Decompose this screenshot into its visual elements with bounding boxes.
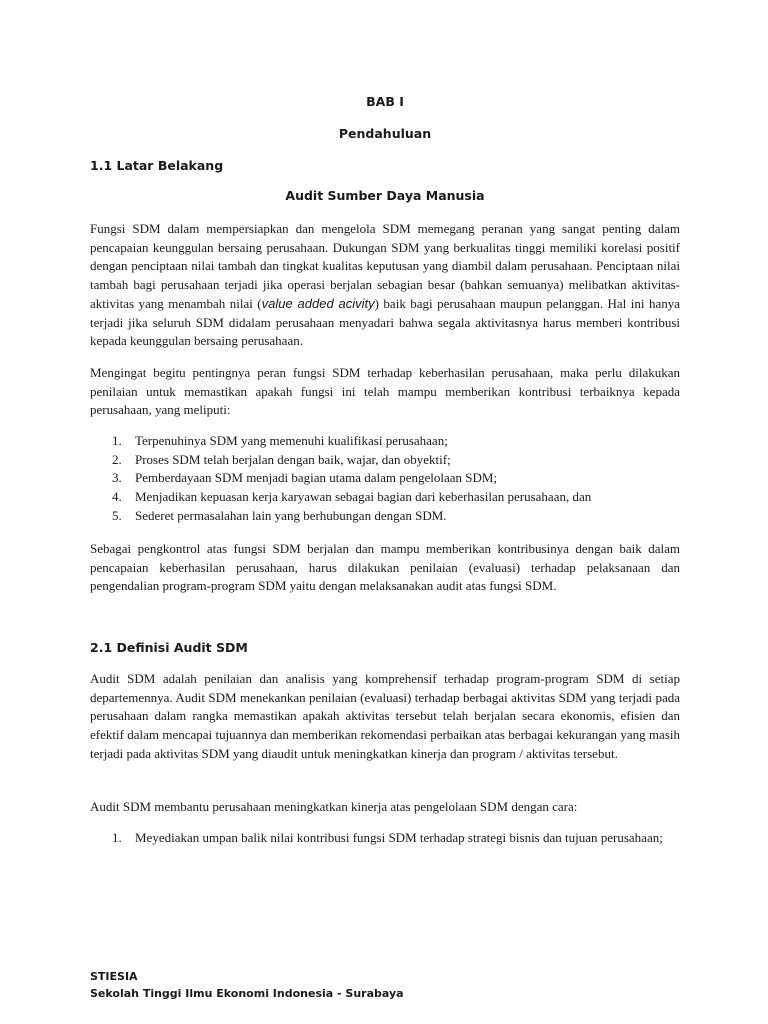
section-subtitle: Audit Sumber Daya Manusia [285,188,485,203]
italic-term: value added acivity [261,295,375,311]
section-heading: 1.1 Latar Belakang [90,158,224,173]
list-item: 1. Meyediakan umpan balik nilai kontribusi fungsi SDM terhadap strategi bisnis dan tujuan perusahaan; [112,830,663,845]
numbered-list [90,432,680,526]
list-item: 2. Proses SDM telah berjalan dengan baik, wajar, dan obyektif; [112,451,451,467]
chapter-title: Pendahuluan [338,126,432,141]
list-item: 1. Terpenuhinya SDM yang memenuhi kualifikasi perusahaan; [112,433,448,448]
chapter-label: BAB I [366,94,404,109]
footer-institution-short: STIESIA [90,970,138,983]
paragraph: Sebagai pengkontrol atas fungsi SDM berjalan dan mampu memberikan kontribusinya dengan baik dalam pencapaian keberhasilan perusahaan, harus dilakukan penilaian (evaluasi) terhadap pelaksanaan dan pengendalian program-program SDM yaitu dengan melaksanakan audit atas fungsi SDM. [90,541,680,594]
numbered-list [90,829,680,848]
paragraph: Audit SDM adalah penilaian dan analisis yang komprehensif terhadap program-program SDM di setiap departemennya. Audit SDM menekankan penilaian (evaluasi) terhadap berbagai aktivitas SDM yang terjadi pada perusahaan dalam rangka memastikan apakah aktivitas tersebut telah berjalan secara ekonomis, efisien dan efektif dalam mencapai tujuannya dan memberikan rekomendasi perbaikan atas berbagai kekurangan yang masih terjadi pada aktivitas SDM yang diaudit untuk meningkatkan kinerja dan program / aktivitas tersebut. [90,671,680,761]
list-item: 4. Menjadikan kepuasan kerja karyawan sebagai bagian dari keberhasilan perusahaan, dan [112,489,592,505]
paragraph: Fungsi SDM dalam mempersiapkan dan mengelola SDM memegang peranan yang sangat penting dalam pencapaian keunggulan bersaing perusahaan. Dukungan SDM yang berkualitas tinggi memiliki korelasi positif dengan penciptaan nilai tambah dan tingkat kualitas keputusan yang diambil dalam perusahaan. Penciptaan nilai tambah bagi perusahaan terjadi jika operasi berjalan sebagian besar (bahkan semuanya) melibatkan aktivitas-aktivitas yang menambah nilai (value added acivity) baik bagi perusahaan maupun pelanggan. Hal ini hanya terjadi jika seluruh SDM didalam perusahaan menyadari bahwa segala aktivitasnya harus memberi kontribusi kepada keunggulan bersaing perusahaan. [90,221,680,349]
list-item: 5. Sederet permasalahan lain yang berhubungan dengan SDM. [112,507,447,523]
document-page [90,0,680,1024]
paragraph: Audit SDM membantu perusahaan meningkatkan kinerja atas pengelolaan SDM dengan cara: [90,799,578,814]
page-footer [90,968,404,1002]
section-heading: 2.1 Definisi Audit SDM [90,640,248,655]
paragraph: Mengingat begitu pentingnya peran fungsi SDM terhadap keberhasilan perusahaan, maka perlu dilakukan penilaian untuk memastikan apakah fungsi ini telah mampu memberikan kontribusi terbaiknya kepada perusahaan, yang meliputi: [90,365,680,418]
list-item: 3. Pemberdayaan SDM menjadi bagian utama dalam pengelolaan SDM; [112,470,498,486]
footer-institution-full: Sekolah Tinggi Ilmu Ekonomi Indonesia - Surabaya [90,987,404,1000]
